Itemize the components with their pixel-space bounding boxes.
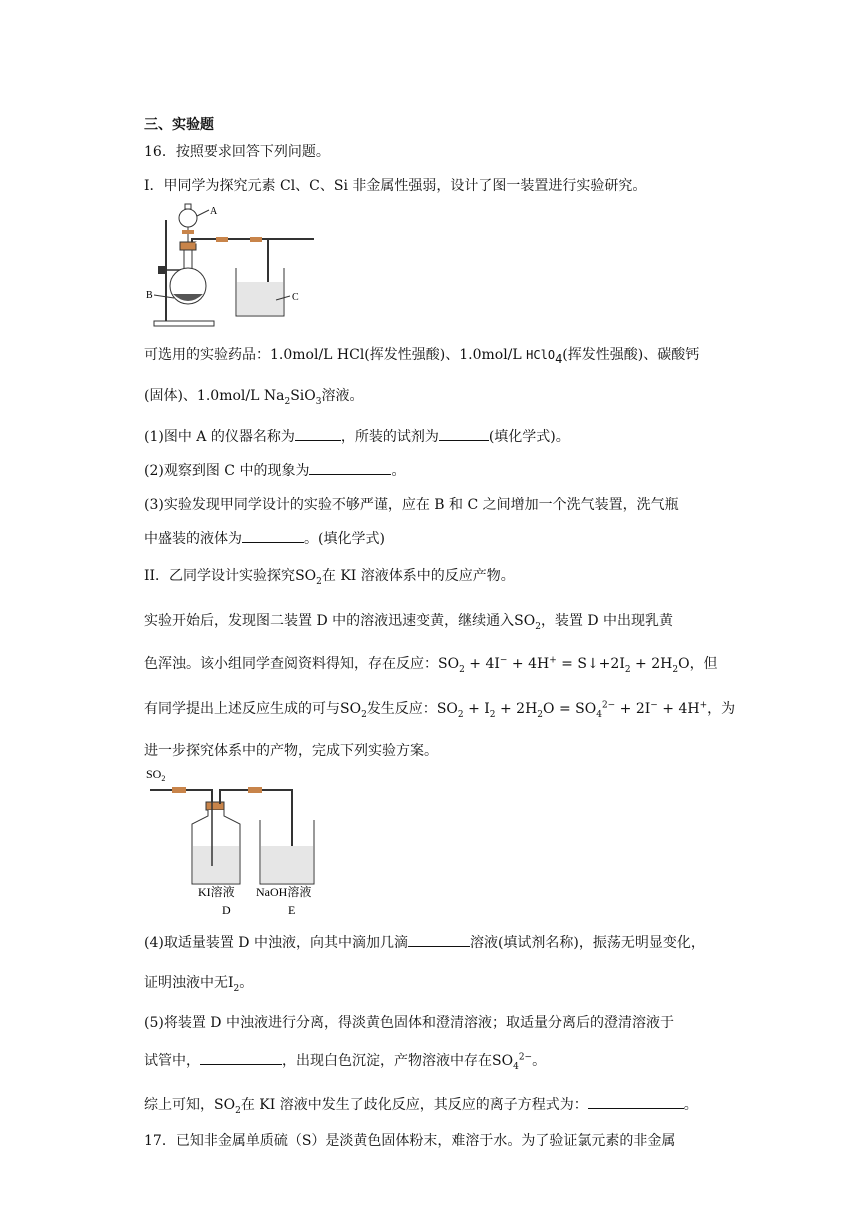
fig2-label-e: E: [288, 903, 296, 917]
question-5-line1: (5)将装置 D 中浊液进行分离，得淡黄色固体和澄清溶液；取适量分离后的澄清溶液于: [144, 1015, 674, 1031]
fig1-label-a: A: [210, 206, 218, 217]
question-3-line1: (3)实验发现甲同学设计的实验不够严谨，应在 B 和 C 之间增加一个洗气装置，洗气瓶: [144, 497, 679, 513]
reagents-line1: 可选用的实验药品：1.0mol/L HCl(挥发性强酸)、1.0mol/L HClO$_4$(挥发性强酸)、碳酸钙: [144, 347, 700, 366]
figure-1-apparatus: [144, 200, 314, 330]
answer-blank-1b[interactable]: [439, 427, 489, 441]
question-5-line2: 试管中， ，出现白色沉淀，产物溶液中存在$SO_4^{2-}$。: [144, 1052, 547, 1072]
figure-2-apparatus: [144, 766, 334, 918]
fig2-label-e-liquid: NaOH溶液: [256, 885, 312, 899]
section-title: 三、实验题: [144, 117, 214, 133]
experiment-line3: 有同学提出上述反应生成的可与$SO_2$发生反应：$SO_2 + I_2 + 2H_2O = SO_4^{2-} + 2I^- + 4H^+$，为: [144, 700, 736, 720]
answer-blank-5[interactable]: [200, 1051, 282, 1065]
fig2-label-d: D: [222, 903, 231, 917]
part2-title: II．乙同学设计实验探究$SO_2$在 KI 溶液体系中的反应产物。: [144, 568, 515, 587]
experiment-line4: 进一步探究体系中的产物，完成下列实验方案。: [144, 743, 438, 759]
question-1: (1)图中 A 的仪器名称为 ，所装的试剂为 (填化学式)。: [144, 429, 570, 445]
answer-blank-3[interactable]: [242, 529, 304, 543]
answer-blank-summary[interactable]: [588, 1095, 684, 1109]
question-3-line2: 中盛装的液体为 。(填化学式): [144, 531, 385, 547]
equation-1: $SO_2 + 4I^- + 4H^+$ = $S↓+2I_2 + 2H_2O$: [438, 655, 690, 675]
answer-blank-4[interactable]: [408, 933, 470, 947]
question-4-line2: 证明浊液中无$I_2$。: [144, 975, 254, 994]
question-4-line1: (4)取适量装置 D 中浊液，向其中滴加几滴 溶液(填试剂名称)，振荡无明显变化，: [144, 935, 705, 951]
answer-blank-2[interactable]: [309, 461, 391, 475]
q17-line1: 17．已知非金属单质硫（S）是淡黄色固体粉末，难溶于水。为了验证氯元素的非金属: [144, 1133, 676, 1149]
experiment-line1: 实验开始后，发现图二装置 D 中的溶液迅速变黄，继续通入$SO_2$，装置 D 中出现乳黄: [144, 613, 674, 632]
fig2-label-gas: $SO_2$: [146, 767, 166, 783]
q16-part1-title: I．甲同学为探究元素 Cl、C、Si 非金属性强弱，设计了图一装置进行实验研究。: [144, 178, 647, 194]
summary-line: 综上可知，$SO_2$在 KI 溶液中发生了歧化反应，其反应的离子方程式为： 。: [144, 1097, 698, 1116]
equation-2: $SO_2 + I_2 + 2H_2O = SO_4^{2-} + 2I^- + 4H^+$: [436, 700, 708, 720]
experiment-line2: 色浑浊。该小组同学查阅资料得知，存在反应：$SO_2 + 4I^- + 4H^+$ = $S↓+2I_2 + 2H_2O$，但: [144, 655, 718, 675]
answer-blank-1a[interactable]: [295, 427, 341, 441]
reagents-line2: (固体)、1.0mol/L $Na_2SiO_3$溶液。: [144, 388, 364, 407]
fig1-label-b: B: [146, 290, 153, 301]
question-2: (2)观察到图 C 中的现象为 。: [144, 463, 406, 479]
fig1-label-c: C: [292, 292, 299, 303]
q16-intro: 16．按照要求回答下列问题。: [144, 144, 330, 160]
fig2-label-d-liquid: KI溶液: [198, 885, 235, 899]
